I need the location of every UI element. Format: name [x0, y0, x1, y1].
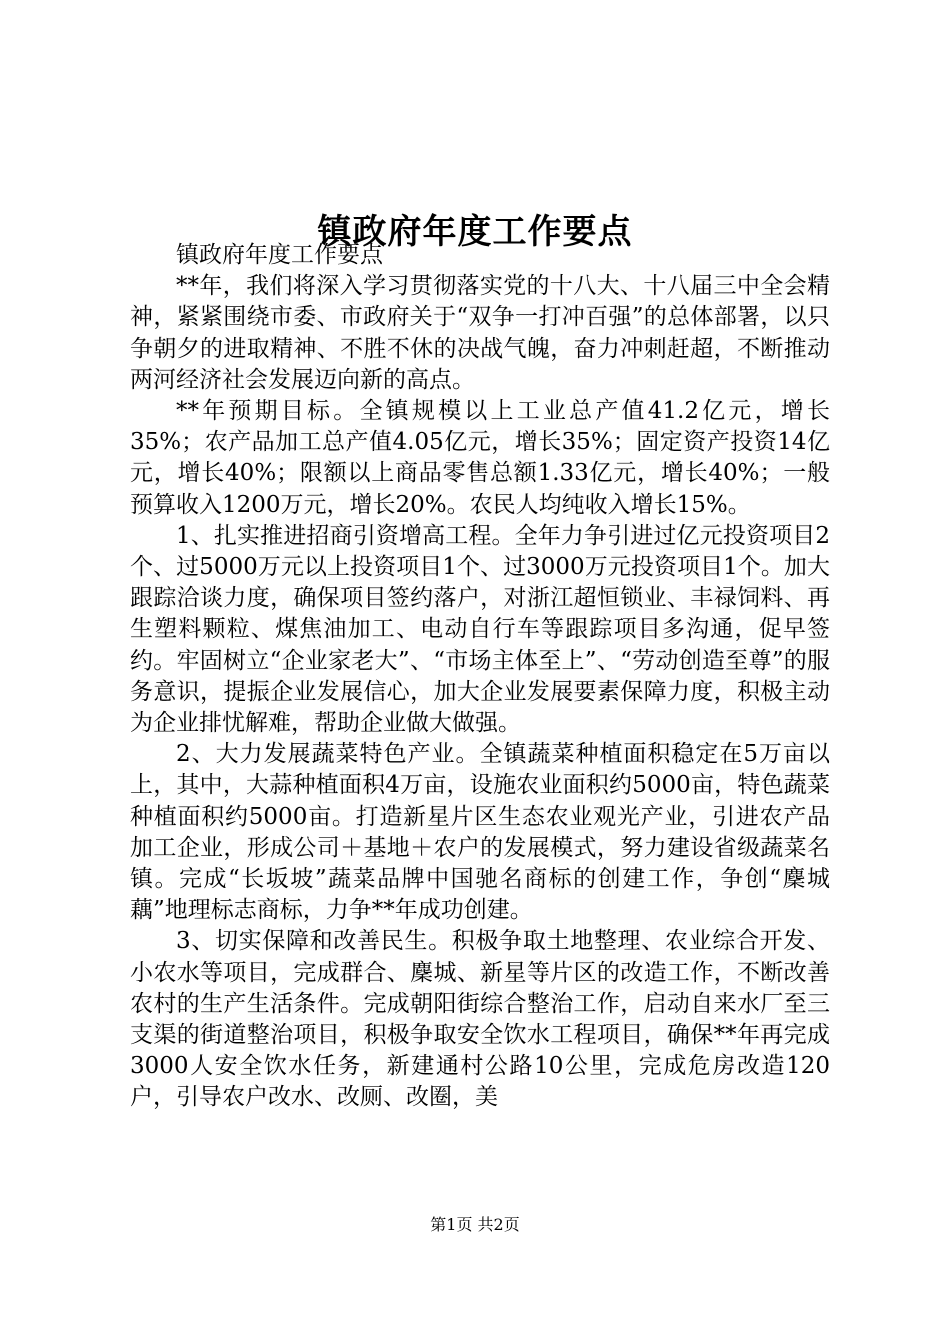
document-title: 镇政府年度工作要点	[317, 211, 633, 252]
page-footer: 第1页 共2页	[430, 1215, 520, 1234]
paragraph-item-1: 1、扎实推进招商引资增高工程。全年力争引进过亿元投资项目2个、过5000万元以上投资项目1个、过3000万元投资项目1个。加大跟踪洽谈力度，确保项目签约落户，对浙江超恒锁业、丰禄饲料、再生塑料颗粒、煤焦油加工、电动自行车等跟踪项目多沟通，促早签约。牢固树立“企业家老大”、“市场主体至上”、“劳动创造至尊”的服务意识，提振企业发展信心，加大企业发展要素保障力度，积极主动为企业排忧解难，帮助企业做大做强。	[130, 522, 830, 737]
paragraph-subtitle: 镇政府年度工作要点	[176, 242, 383, 268]
document-body	[130, 240, 830, 1114]
paragraph-targets: **年预期目标。全镇规模以上工业总产值41.2亿元，增长35%；农产品加工总产值4.05亿元，增长35%；固定资产投资14亿元，增长40%；限额以上商品零售总额1.33亿元，增长40%；一般预算收入1200万元，增长20%。农民人均纯收入增长15%。	[130, 398, 830, 518]
paragraph-item-3: 3、切实保障和改善民生。积极争取土地整理、农业综合开发、小农水等项目，完成群合、麇城、新星等片区的改造工作，不断改善农村的生产生活条件。完成朝阳街综合整治工作，启动自来水厂至三支渠的街道整治项目，积极争取安全饮水工程项目，确保**年再完成3000人安全饮水任务，新建通村公路10公里，完成危房改造120户，引导农户改水、改厕、改圈，美	[130, 928, 830, 1111]
paragraph-intro: **年，我们将深入学习贯彻落实党的十八大、十八届三中全会精神，紧紧围绕市委、市政府关于“双争一打冲百强”的总体部署，以只争朝夕的进取精神、不胜不休的决战气魄，奋力冲刺赶超，不断推动两河经济社会发展迈向新的高点。	[130, 273, 830, 393]
paragraph-item-2: 2、大力发展蔬菜特色产业。全镇蔬菜种植面积稳定在5万亩以上，其中，大蒜种植面积4万亩，设施农业面积约5000亩，特色蔬菜种植面积约5000亩。打造新星片区生态农业观光产业，引进农产品加工企业，形成公司＋基地＋农户的发展模式，努力建设省级蔬菜名镇。完成“长坂坡”蔬菜品牌中国驰名商标的创建工作，争创“麇城藕”地理标志商标，力争**年成功创建。	[130, 741, 830, 924]
